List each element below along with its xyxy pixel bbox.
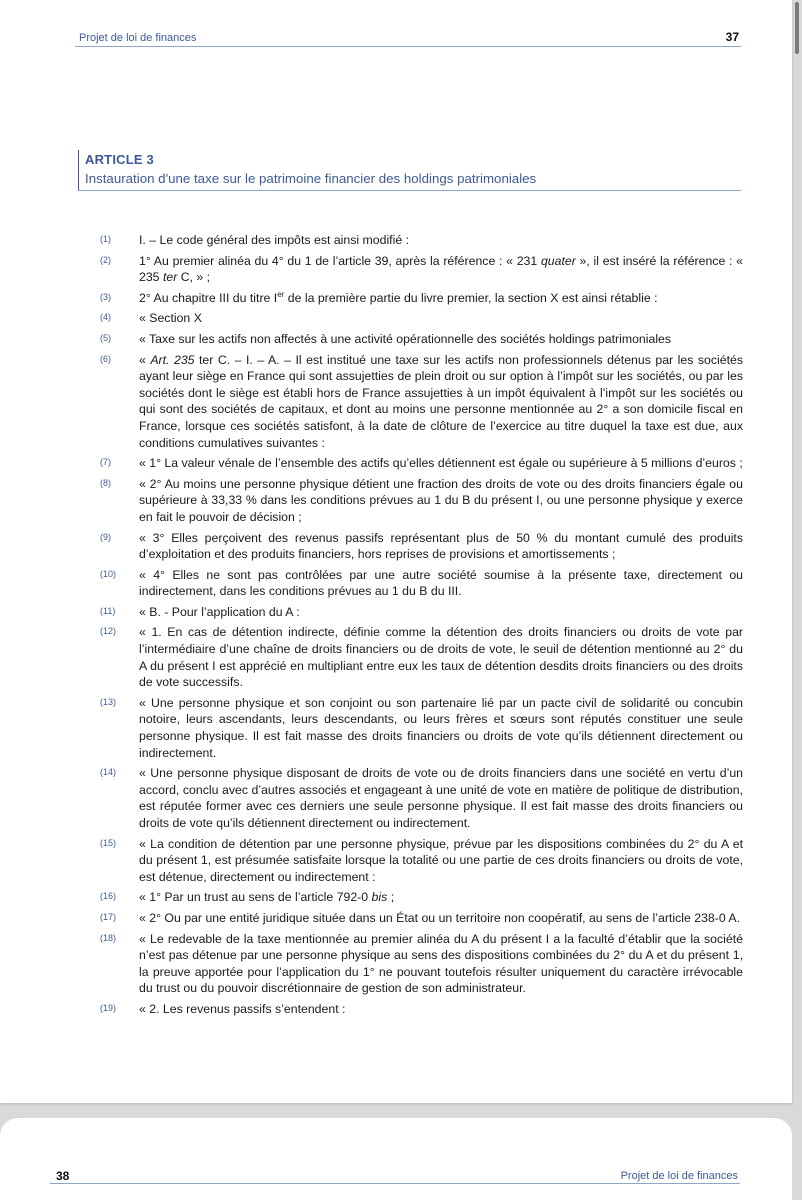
text-run: « 2° Au moins une personne physique détient une fraction des droits de vote ou des droits financiers égale ou supérieure à 33,33 % dans les conditions prévues au 1 du B du présent I, ou une personne physique y exerce en fait le pouvoir de décision ; <box>139 476 743 524</box>
paragraph-text <box>139 253 743 286</box>
paragraph-number: (12) <box>100 626 117 637</box>
paragraph <box>0 695 792 761</box>
paragraph-text <box>139 567 743 600</box>
text-run: er <box>277 289 285 299</box>
text-run: « La condition de détention par une personne physique, prévue par les dispositions combinées du 2° du A et du présent 1, est présumée satisfaite lorsque la totalité ou une partie de ces droits financiers ou droits de vote, est détenue, directement ou indirectement : <box>139 836 743 884</box>
paragraph <box>0 567 792 600</box>
text-run: « Taxe sur les actifs non affectés à une activité opérationnelle des sociétés holdings patrimoniales <box>139 331 672 346</box>
paragraph <box>0 530 792 563</box>
paragraph-text <box>139 476 743 526</box>
article-heading <box>78 150 741 191</box>
text-run: de la première partie du livre premier, la section X est ainsi rétablie : <box>284 290 658 305</box>
paragraph-number: (16) <box>100 891 117 902</box>
text-run: « Une personne physique disposant de droits de vote ou de droits financiers dans une société en vertu d’un accord, conclu avec d’autres associés et engageant à une unité de vote en matière de politique de distribution, est réputée former avec ces derniers une seule personne physique. Il est fait masse des droits financiers ou droits de vote qu’ils détiennent directement ou indirectement. <box>139 766 743 830</box>
text-run: « <box>139 352 151 367</box>
paragraph <box>0 1001 792 1018</box>
paragraph-number: (17) <box>100 911 117 922</box>
next-page-title: Projet de loi de finances <box>620 1170 738 1182</box>
text-run: « 2. Les revenus passifs s’entendent : <box>139 1001 346 1016</box>
text-run: « 2° Ou par une entité juridique située dans un État ou un territoire non coopératif, au sens de l’article 238-0 A. <box>139 910 741 925</box>
paragraph-text <box>139 290 743 307</box>
paragraph-text <box>139 889 743 906</box>
next-page-header <box>50 1163 740 1184</box>
paragraph-number: (19) <box>100 1002 117 1013</box>
paragraph-number: (5) <box>100 332 111 343</box>
paragraph-number: (10) <box>100 568 117 579</box>
paragraph-text <box>139 624 743 690</box>
article-body <box>0 232 792 1022</box>
text-run: « B. - Pour l’application du A : <box>139 604 300 619</box>
paragraph-text <box>139 910 743 927</box>
paragraph <box>0 836 792 886</box>
page-number: 37 <box>725 30 739 44</box>
paragraph-text <box>139 232 743 249</box>
paragraph-number: (11) <box>100 605 116 616</box>
text-run: I. – Le code général des impôts est ainsi modifié : <box>139 233 409 247</box>
text-run: « 1° La valeur vénale de l’ensemble des actifs qu’elles détiennent est égale ou supérieure à 5 millions d’euros ; <box>139 456 743 471</box>
text-run: quater <box>540 253 576 268</box>
paragraph-text <box>139 765 743 831</box>
paragraph-text <box>139 1001 743 1018</box>
text-run: « Section X <box>139 311 202 326</box>
paragraph <box>0 910 792 927</box>
text-run: 1° Au premier alinéa du 4° du 1 de l’article 39, après la référence : « 231 <box>139 253 541 268</box>
paragraph-number: (14) <box>100 767 117 778</box>
text-run: « 4° Elles ne sont pas contrôlées par une autre société soumise à la présente taxe, directement ou indirectement, dans les conditions prévues au 1 du B du III. <box>139 567 743 599</box>
paragraph-number: (9) <box>100 531 111 542</box>
paragraph-text <box>139 331 743 348</box>
paragraph <box>0 604 792 621</box>
next-document-page <box>0 1118 792 1200</box>
paragraph <box>0 290 792 307</box>
paragraph-text <box>139 455 743 472</box>
article-subtitle: Instauration d'une taxe sur le patrimoine financier des holdings patrimoniales <box>85 171 537 186</box>
paragraph <box>0 455 792 472</box>
running-header-title: Projet de loi de finances <box>79 32 197 44</box>
paragraph-text <box>139 604 743 621</box>
paragraph <box>0 624 792 690</box>
text-run: Art. 235 <box>150 352 195 367</box>
paragraph <box>0 253 792 286</box>
running-header <box>75 26 741 47</box>
text-run: « 1. En cas de détention indirecte, définie comme la détention des droits financiers ou droits de vote par l’intermédiaire d’une chaîne de droits financiers ou de droits de vote, le seuil de détention mentionné au 2° du A du présent I est apprécié en multipliant entre eux les taux de détention desdits droits financiers ou des droits de vote successifs. <box>139 625 743 690</box>
text-run: « Une personne physique et son conjoint ou son partenaire lié par un pacte civil de solidarité ou concubin notoire, leurs ascendants, leurs descendants, ou leurs frères et sœurs sont réputés constituer une seule personne physique. Il est fait masse des droits financiers ou droits de vote qu’ils détiennent directement ou indirectement. <box>139 695 743 760</box>
paragraph-number: (7) <box>100 457 111 468</box>
article-title: ARTICLE 3 <box>85 152 154 167</box>
paragraph-number: (8) <box>100 477 111 488</box>
paragraph-number: (3) <box>100 291 111 302</box>
text-run: bis <box>371 890 388 905</box>
paragraph-text <box>139 695 743 761</box>
paragraph-text <box>139 931 743 997</box>
paragraph-text <box>139 352 743 452</box>
text-run: « 1° Par un trust au sens de l’article 792-0 <box>139 890 372 905</box>
paragraph <box>0 476 792 526</box>
paragraph-number: (6) <box>100 353 111 364</box>
scrollbar-thumb[interactable] <box>795 2 799 54</box>
text-run: ter <box>162 270 178 285</box>
paragraph-text <box>139 310 743 327</box>
paragraph-number: (4) <box>100 312 111 323</box>
paragraph <box>0 352 792 452</box>
paragraph <box>0 931 792 997</box>
text-run: « Le redevable de la taxe mentionnée au premier alinéa du A du présent I a la faculté d’établir que la société n’est pas détenue par une personne physique au sens des dispositions combinées du 2° du A et du présent 1, la preuve apportée pour l’application du 1° ne pouvant toutefois résulter uniquement du caractère irrévocable du trust ou du pouvoir discrétionnaire de gestion de son administrateur. <box>139 931 743 996</box>
paragraph <box>0 310 792 327</box>
paragraph <box>0 232 792 249</box>
text-run: », il est inséré la référence : « 235 <box>139 253 743 285</box>
text-run: 2° Au chapitre III du titre I <box>139 290 278 305</box>
paragraph-number: (18) <box>100 932 117 943</box>
paragraph-number: (2) <box>100 254 111 265</box>
paragraph-number: (13) <box>100 696 117 707</box>
paragraph-text <box>139 836 743 886</box>
paragraph-number: (1) <box>100 234 111 244</box>
text-run: « 3° Elles perçoivent des revenus passifs représentant plus de 50 % du montant cumulé des produits d’exploitation et des produits financiers, hors reprises de provisions et amortissements ; <box>139 530 743 562</box>
paragraph-text <box>139 530 743 563</box>
paragraph <box>0 889 792 906</box>
text-run: ; <box>387 890 395 905</box>
next-page-number: 38 <box>56 1169 70 1183</box>
paragraph-number: (15) <box>100 837 117 848</box>
text-run: C, » ; <box>177 270 211 285</box>
paragraph <box>0 765 792 831</box>
text-run: ter C. – I. – A. – Il est institué une taxe sur les actifs non professionnels détenus par les sociétés ayant leur siège en France qui sont assujetties de plein droit ou sur option à l’impôt sur les sociétés, ou par les sociétés dont le siège est établi hors de France assujetties à un impôt équivalent à l’impôt sur les sociétés ou qui sont des sociétés de capitaux, et dont au moins une personne mentionnée au 2° a son domicile fiscal en France, lorsque ces sociétés satisfont, à la date de clôture de l’exercice au titre duquel la taxe est due, aux conditions cumulatives suivantes : <box>139 352 743 450</box>
paragraph <box>0 331 792 348</box>
